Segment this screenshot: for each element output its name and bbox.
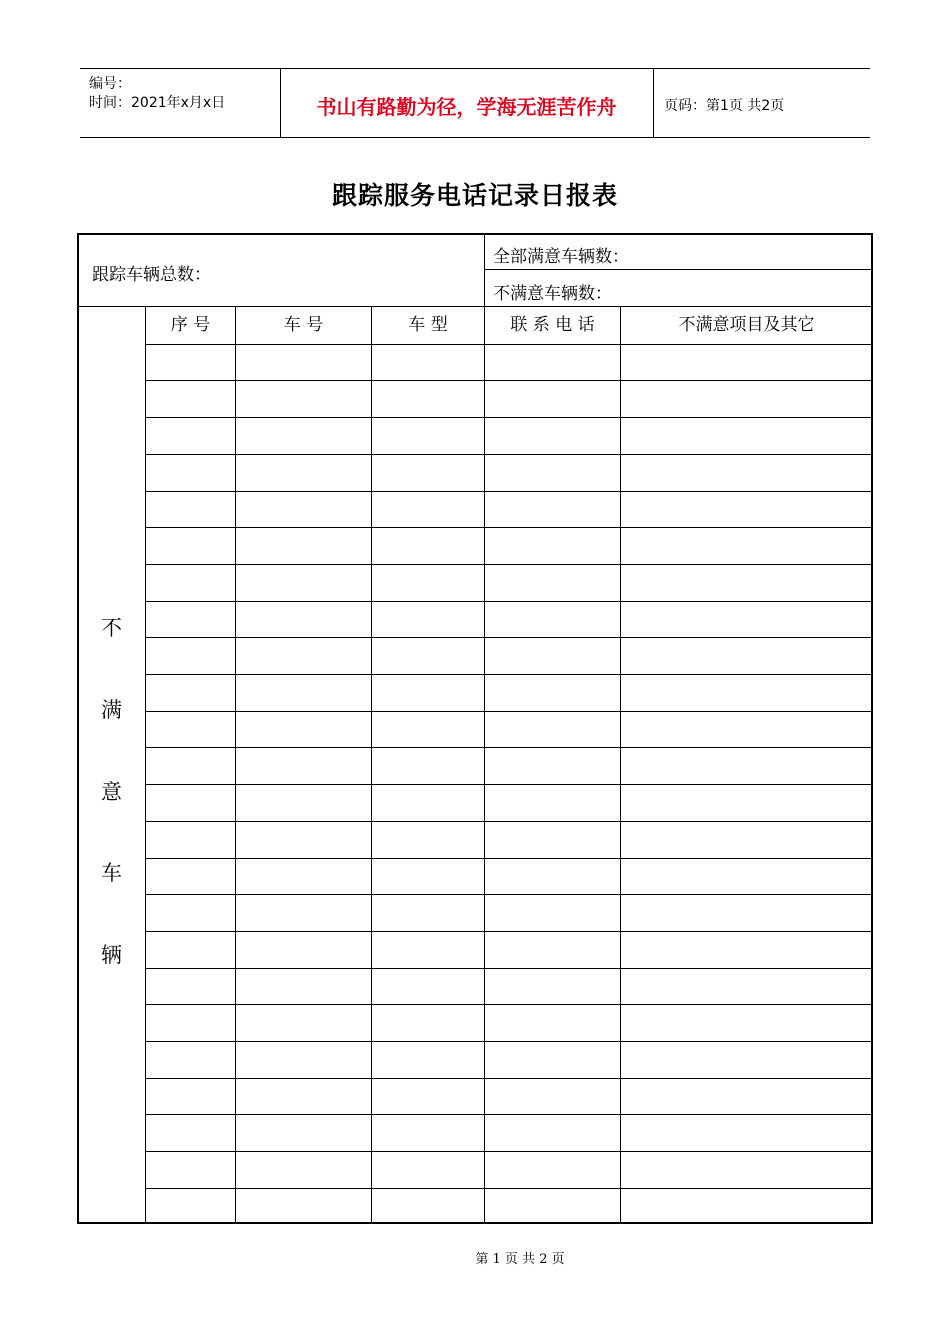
model-cell[interactable] <box>372 602 484 637</box>
phone-cell[interactable] <box>485 1115 620 1151</box>
issues-cell[interactable] <box>621 418 872 454</box>
seq-cell[interactable] <box>146 492 235 527</box>
model-cell[interactable] <box>372 1042 484 1078</box>
document-number-label: 编号： <box>89 76 131 92</box>
phone-cell[interactable] <box>485 785 620 821</box>
plate-cell[interactable] <box>236 1042 371 1078</box>
model-cell[interactable] <box>372 932 484 968</box>
phone-cell[interactable] <box>485 822 620 858</box>
issues-cell[interactable] <box>621 381 872 417</box>
header-page-cell <box>654 69 870 137</box>
phone-cell[interactable] <box>485 1042 620 1078</box>
phone-cell[interactable] <box>485 969 620 1004</box>
seq-cell[interactable] <box>146 638 235 674</box>
issues-cell[interactable] <box>621 455 872 491</box>
phone-cell[interactable] <box>485 748 620 784</box>
model-cell[interactable] <box>372 859 484 894</box>
phone-cell[interactable] <box>485 1189 620 1225</box>
seq-cell[interactable] <box>146 822 235 858</box>
model-cell[interactable] <box>372 969 484 1004</box>
issues-cell[interactable] <box>621 1115 872 1151</box>
form-title: 跟踪服务电话记录日报表 <box>331 181 618 210</box>
plate-cell[interactable] <box>236 602 371 637</box>
phone-cell[interactable] <box>485 1079 620 1114</box>
issues-cell[interactable] <box>621 1005 872 1041</box>
header-meta-cell <box>80 69 281 137</box>
seq-cell[interactable] <box>146 785 235 821</box>
seq-cell[interactable] <box>146 1079 235 1114</box>
phone-cell[interactable] <box>485 381 620 417</box>
seq-cell[interactable] <box>146 895 235 931</box>
header-page-number: 页码：第1页 共2页 <box>664 98 785 114</box>
phone-cell[interactable] <box>485 602 620 637</box>
seq-cell[interactable] <box>146 602 235 637</box>
plate-cell[interactable] <box>236 1115 371 1151</box>
plate-cell[interactable] <box>236 1189 371 1225</box>
column-header-phone: 联 系 电 话 <box>510 315 595 335</box>
issues-cell[interactable] <box>621 345 872 380</box>
issues-cell[interactable] <box>621 1042 872 1078</box>
seq-cell[interactable] <box>146 1189 235 1225</box>
seq-cell[interactable] <box>146 859 235 894</box>
seq-cell[interactable] <box>146 381 235 417</box>
seq-cell[interactable] <box>146 1005 235 1041</box>
plate-cell[interactable] <box>236 932 371 968</box>
summary-row-divider <box>485 269 872 270</box>
seq-cell[interactable] <box>146 712 235 747</box>
seq-cell[interactable] <box>146 932 235 968</box>
model-cell[interactable] <box>372 822 484 858</box>
issues-cell[interactable] <box>621 1079 872 1114</box>
plate-cell[interactable] <box>236 1079 371 1114</box>
model-cell[interactable] <box>372 381 484 417</box>
header-motto: 书山有路勤为径，学海无涯苦作舟 <box>316 95 617 119</box>
side-label-char: 意 <box>101 780 122 804</box>
phone-cell[interactable] <box>485 1005 620 1041</box>
plate-cell[interactable] <box>236 675 371 711</box>
plate-cell[interactable] <box>236 565 371 601</box>
issues-cell[interactable] <box>621 565 872 601</box>
model-cell[interactable] <box>372 712 484 747</box>
seq-cell[interactable] <box>146 1152 235 1188</box>
model-cell[interactable] <box>372 565 484 601</box>
model-cell[interactable] <box>372 1189 484 1225</box>
plate-cell[interactable] <box>236 712 371 747</box>
seq-cell[interactable] <box>146 969 235 1004</box>
issues-cell[interactable] <box>621 528 872 564</box>
model-cell[interactable] <box>372 895 484 931</box>
model-cell[interactable] <box>372 1152 484 1188</box>
model-cell[interactable] <box>372 675 484 711</box>
column-header-plate: 车 号 <box>283 315 324 335</box>
phone-cell[interactable] <box>485 528 620 564</box>
model-cell[interactable] <box>372 492 484 527</box>
issues-cell[interactable] <box>621 1152 872 1188</box>
phone-cell[interactable] <box>485 895 620 931</box>
seq-cell[interactable] <box>146 418 235 454</box>
phone-cell[interactable] <box>485 859 620 894</box>
model-cell[interactable] <box>372 455 484 491</box>
plate-cell[interactable] <box>236 638 371 674</box>
seq-cell[interactable] <box>146 565 235 601</box>
seq-cell[interactable] <box>146 1042 235 1078</box>
phone-cell[interactable] <box>485 675 620 711</box>
seq-cell[interactable] <box>146 455 235 491</box>
header-motto-cell <box>280 69 654 137</box>
seq-cell[interactable] <box>146 345 235 380</box>
model-cell[interactable] <box>372 418 484 454</box>
plate-cell[interactable] <box>236 492 371 527</box>
plate-cell[interactable] <box>236 1005 371 1041</box>
column-header-model: 车 型 <box>408 315 448 335</box>
model-cell[interactable] <box>372 1079 484 1114</box>
unsatisfied-count-label: 不满意车辆数： <box>493 284 612 304</box>
phone-cell[interactable] <box>485 638 620 674</box>
issues-cell[interactable] <box>621 785 872 821</box>
issues-cell[interactable] <box>621 895 872 931</box>
phone-cell[interactable] <box>485 455 620 491</box>
summary-divider <box>484 234 485 307</box>
issues-cell[interactable] <box>621 969 872 1004</box>
plate-cell[interactable] <box>236 859 371 894</box>
issues-cell[interactable] <box>621 602 872 637</box>
plate-cell[interactable] <box>236 1152 371 1188</box>
plate-cell[interactable] <box>236 748 371 784</box>
issues-cell[interactable] <box>621 748 872 784</box>
issues-cell[interactable] <box>621 932 872 968</box>
all-satisfied-count-label: 全部满意车辆数： <box>493 247 629 267</box>
page-header <box>80 68 870 138</box>
phone-cell[interactable] <box>485 418 620 454</box>
phone-cell[interactable] <box>485 565 620 601</box>
plate-cell[interactable] <box>236 822 371 858</box>
issues-cell[interactable] <box>621 675 872 711</box>
seq-cell[interactable] <box>146 748 235 784</box>
plate-cell[interactable] <box>236 528 371 564</box>
seq-cell[interactable] <box>146 675 235 711</box>
model-cell[interactable] <box>372 1115 484 1151</box>
model-cell[interactable] <box>372 345 484 380</box>
phone-cell[interactable] <box>485 932 620 968</box>
model-cell[interactable] <box>372 785 484 821</box>
side-label-char: 不 <box>101 616 122 640</box>
issues-cell[interactable] <box>621 1189 872 1225</box>
plate-cell[interactable] <box>236 455 371 491</box>
phone-cell[interactable] <box>485 1152 620 1188</box>
model-cell[interactable] <box>372 1005 484 1041</box>
issues-cell[interactable] <box>621 822 872 858</box>
total-vehicles-label: 跟踪车辆总数： <box>92 265 211 285</box>
side-label-char: 车 <box>101 861 122 885</box>
phone-cell[interactable] <box>485 712 620 747</box>
model-cell[interactable] <box>372 638 484 674</box>
column-header-issues: 不满意项目及其它 <box>678 315 815 335</box>
plate-cell[interactable] <box>236 418 371 454</box>
side-label-char: 辆 <box>101 943 122 967</box>
phone-cell[interactable] <box>485 345 620 380</box>
page-footer: 第 1 页 共 2 页 <box>475 1252 565 1267</box>
plate-cell[interactable] <box>236 381 371 417</box>
plate-cell[interactable] <box>236 969 371 1004</box>
seq-cell[interactable] <box>146 528 235 564</box>
issues-cell[interactable] <box>621 492 872 527</box>
document-time-label: 时间：2021年x月x日 <box>89 95 226 111</box>
model-cell[interactable] <box>372 748 484 784</box>
issues-cell[interactable] <box>621 859 872 894</box>
side-label-char: 满 <box>101 698 122 722</box>
plate-cell[interactable] <box>236 785 371 821</box>
model-cell[interactable] <box>372 528 484 564</box>
plate-cell[interactable] <box>236 345 371 380</box>
seq-cell[interactable] <box>146 1115 235 1151</box>
column-header-seq: 序 号 <box>170 315 211 335</box>
plate-cell[interactable] <box>236 895 371 931</box>
issues-cell[interactable] <box>621 638 872 674</box>
phone-cell[interactable] <box>485 492 620 527</box>
issues-cell[interactable] <box>621 712 872 747</box>
